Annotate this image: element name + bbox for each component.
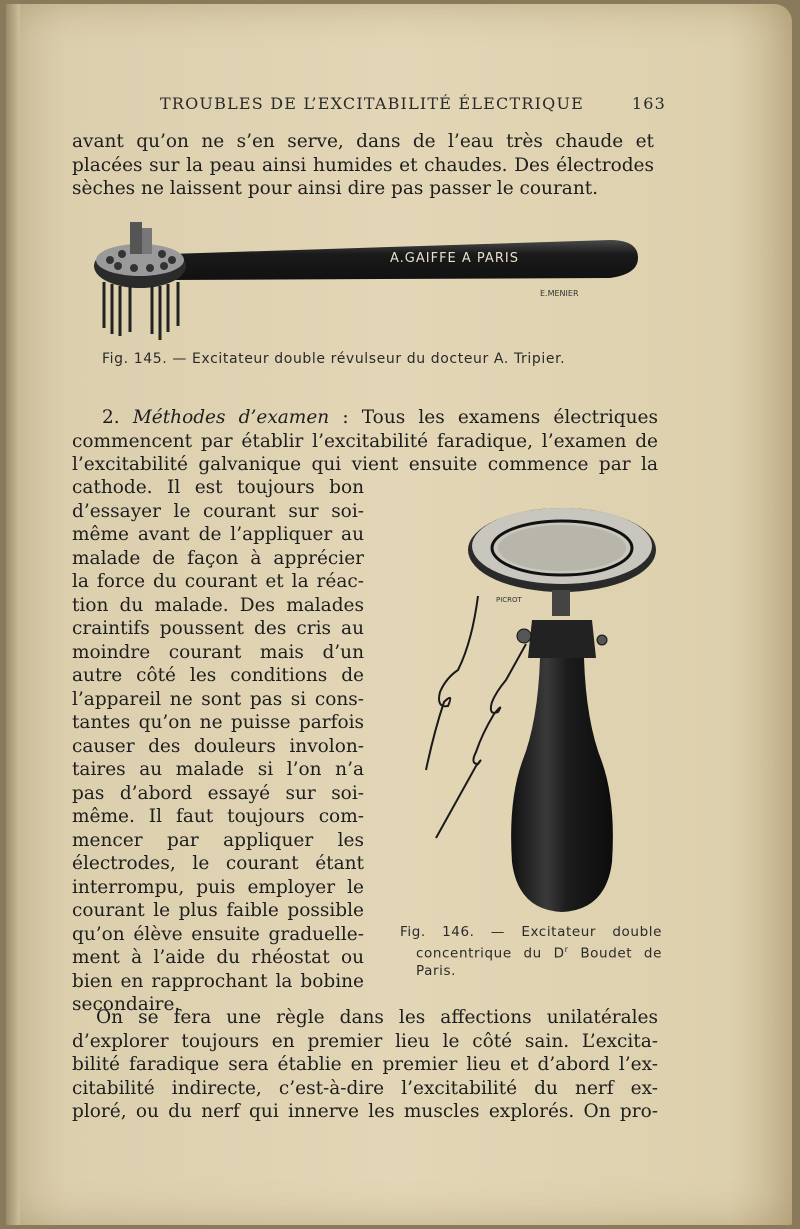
engraving-maker: A.GAIFFE A PARIS xyxy=(390,251,519,266)
text-line: autre côté les conditions de xyxy=(72,665,364,686)
engraver-signature: E.MENIER xyxy=(540,289,579,298)
text-line: bilité faradique sera établie en premier lieu et d’abord l’ex- xyxy=(72,1054,658,1075)
text-line: même avant de l’appliquer au xyxy=(72,524,364,545)
paragraph-methods xyxy=(72,406,658,477)
text-line: ploré, ou du nerf qui innerve les muscles explorés. On pro- xyxy=(72,1101,658,1122)
text-line xyxy=(72,406,658,430)
caption-line: Fig. 146. — Excitateur double xyxy=(400,924,662,940)
paragraph-continuation xyxy=(72,130,654,201)
text-line: qu’on élève ensuite graduelle- xyxy=(72,923,364,945)
text-line: courant le plus faible possible xyxy=(72,900,364,921)
text-line: pas d’abord essayé sur soi- xyxy=(72,782,364,804)
caption-text: Boudet de xyxy=(568,945,662,962)
text-line: cathode. Il est toujours bon xyxy=(72,477,364,498)
text-line: craintifs poussent des cris au xyxy=(72,618,364,639)
text-line: taires au malade si l’on n’a xyxy=(72,759,364,780)
text-line: bien en rapprochant la bobine xyxy=(72,970,364,992)
page-number: 163 xyxy=(631,94,666,113)
text-line: citabilité indirecte, c’est-à-dire l’excitabilité du nerf ex- xyxy=(72,1077,658,1099)
text-line: d’explorer toujours en premier lieu le côté sain. L’excita- xyxy=(72,1030,658,1052)
text-line: même. Il faut toujours com- xyxy=(72,806,364,827)
figure-146-caption xyxy=(400,924,662,980)
text-line: la force du courant et la réac- xyxy=(72,571,364,592)
caption-superscript: r xyxy=(564,944,569,954)
text-line: interrompu, puis employer le xyxy=(72,876,364,898)
caption-line xyxy=(400,941,662,963)
engraver-signature: PICROT xyxy=(496,596,522,604)
text-line: avant qu’on ne s’en serve, dans de l’eau très chaude et xyxy=(72,131,654,152)
text-line: l’appareil ne sont pas si cons- xyxy=(72,688,364,710)
section-heading: Méthodes d’examen xyxy=(132,407,330,428)
caption-line: Paris. xyxy=(416,962,457,979)
figure-145-revulsive-exciter xyxy=(90,216,642,344)
running-header xyxy=(156,94,666,118)
text-line: moindre courant mais d’un xyxy=(72,641,364,663)
text-line: ment à l’aide du rhéostat ou xyxy=(72,947,364,968)
text-line: tion du malade. Des malades xyxy=(72,594,364,616)
text-line: placées sur la peau ainsi humides et chaudes. Des électrodes xyxy=(72,154,654,176)
text-line: commencent par établir l’excitabilité faradique, l’examen de xyxy=(72,430,658,452)
text-line: sèches ne laissent pour ainsi dire pas passer le courant. xyxy=(72,178,599,199)
page-spine-shadow xyxy=(6,4,20,1225)
figure-146-concentric-exciter xyxy=(406,502,658,914)
text-line: l’excitabilité galvanique qui vient ensuite commence par la xyxy=(72,454,658,475)
paragraph-unilateral xyxy=(72,1006,658,1124)
caption-text: concentrique du D xyxy=(416,945,565,962)
text-line: tantes qu’on ne puisse parfois xyxy=(72,712,364,733)
text-fragment: : Tous les examens électriques xyxy=(342,407,658,428)
text-line: électrodes, le courant étant xyxy=(72,853,364,874)
text-line: malade de façon à apprécier xyxy=(72,547,364,569)
figure-145-caption: Fig. 145. — Excitateur double révulseur du docteur A. Tripier. xyxy=(102,351,566,367)
text-line: secondaire. xyxy=(72,994,181,1015)
text-line: mencer par appliquer les xyxy=(72,829,364,851)
book-page xyxy=(6,4,792,1225)
text-line: On se fera une règle dans les affections unilatérales xyxy=(96,1007,658,1028)
text-line: d’essayer le courant sur soi- xyxy=(72,500,364,522)
text-line: causer des douleurs involon- xyxy=(72,735,364,757)
section-number: 2. xyxy=(102,407,120,428)
running-title: TROUBLES DE L’EXCITABILITÉ ÉLECTRIQUE xyxy=(160,94,585,113)
paragraph-narrow-column xyxy=(72,476,364,1017)
